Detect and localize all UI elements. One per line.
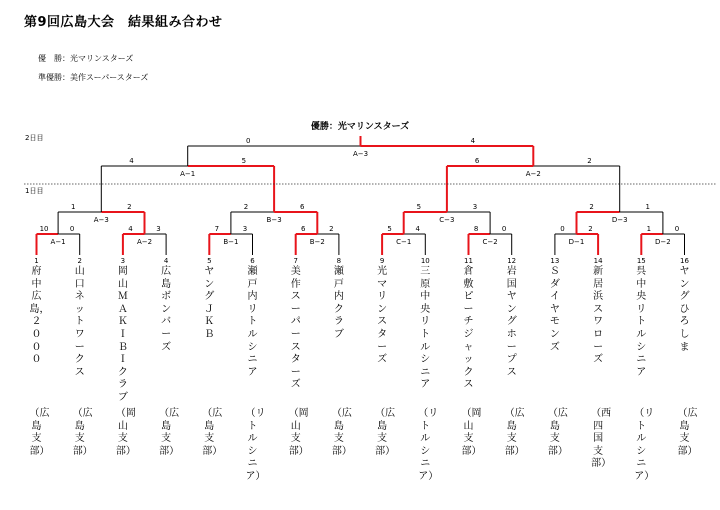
team-number: 16 [680, 257, 689, 265]
team-branch: （岡山支部） [288, 408, 309, 457]
r1-0-match-label: A−1 [50, 238, 66, 246]
team-branch: （岡山支部） [115, 408, 136, 457]
team-name: 府中広島，２０００ [29, 266, 50, 366]
r2-2-right-score: 3 [472, 203, 478, 211]
r2-0-left-score: 1 [70, 203, 76, 211]
sf-0-left-score: 4 [129, 157, 134, 165]
r2-3-match-label: D−3 [611, 216, 628, 224]
day2-label: 2日目 [25, 134, 44, 142]
r1-1-right-score: 3 [156, 225, 161, 233]
day1-label: 1日目 [25, 187, 44, 195]
team-name: 三原中央リトルシニア [420, 266, 431, 391]
team-name: Ｓダイヤモンズ [549, 266, 560, 353]
team-entry [73, 257, 87, 379]
team-branch: （リトルシニア） [245, 408, 266, 482]
r1-4-right-score: 4 [415, 225, 420, 233]
team-entry [505, 257, 519, 379]
r1-3-left-score: 6 [301, 225, 306, 233]
team-number: 9 [379, 257, 385, 265]
team-branch: （広島支部） [72, 408, 93, 457]
team-entry [375, 257, 389, 367]
team-branch: （広島支部） [202, 408, 223, 457]
runner-up-line: 準優勝：美作スーパースターズ [38, 73, 149, 82]
team-name: 新居浜スワローズ [593, 266, 604, 366]
team-branch: （広島支部） [159, 408, 180, 457]
r2-1-right-score: 6 [299, 203, 305, 211]
team-branch: （リトルシニア） [418, 408, 439, 482]
team-name: ヤングＪＫＢ [204, 266, 215, 340]
team-entry [548, 257, 562, 354]
r1-0-right-score: 0 [69, 225, 75, 233]
r1-2-match-label: B−1 [223, 238, 239, 246]
team-entry [418, 257, 432, 392]
r1-5-right-score: 0 [501, 225, 507, 233]
r1-2-right-score: 3 [242, 225, 248, 233]
team-name: 光マリンスターズ [377, 266, 388, 366]
team-entry [591, 257, 605, 367]
page-title: 第9回広島大会 結果組み合わせ [24, 15, 223, 30]
team-name: 広島ボンバーズ [161, 266, 172, 353]
r1-4-left-score: 5 [387, 225, 392, 233]
team-branch: （広島支部） [547, 408, 568, 457]
r2-2-left-score: 5 [416, 203, 422, 211]
team-entry [678, 257, 692, 354]
r1-5-match-label: C−2 [482, 238, 498, 246]
r1-7-left-score: 1 [646, 225, 652, 233]
team-branch: （広島支部） [375, 408, 396, 457]
team-number: 13 [550, 257, 560, 265]
team-entry [332, 257, 346, 342]
team-name: 瀬戸内リトルシニア [247, 266, 258, 378]
team-entry [462, 257, 476, 392]
team-number: 5 [207, 257, 212, 265]
r1-3-right-score: 2 [329, 225, 334, 233]
team-entry [29, 257, 50, 367]
team-branch: （岡山支部） [461, 408, 482, 457]
r1-5-left-score: 8 [473, 225, 479, 233]
final-right-score: 4 [470, 137, 476, 145]
team-name: 山口ネットワークス [74, 266, 85, 378]
r1-1-match-label: A−2 [136, 238, 153, 246]
sf-1-match-label: A−2 [525, 170, 541, 178]
team-name: ヤングひろしま [679, 266, 690, 353]
team-branch: （広島支部） [29, 408, 50, 457]
team-branch: （広島支部） [677, 408, 698, 457]
r2-0-match-label: A−3 [93, 216, 109, 224]
team-name: 岡山ＭＡＫＩＢＩクラブ [117, 266, 128, 403]
team-entry [289, 257, 303, 392]
team-number: 1 [34, 257, 39, 265]
r1-7-match-label: D−2 [655, 238, 671, 246]
r1-6-match-label: D−1 [568, 238, 585, 246]
r1-0-left-score: 10 [39, 225, 49, 233]
r1-6-right-score: 2 [588, 225, 593, 233]
r1-2-left-score: 7 [214, 225, 220, 233]
team-number: 12 [507, 257, 517, 265]
team-entry [159, 257, 173, 354]
champion-label: 優勝：光マリンスターズ [310, 122, 410, 132]
team-entry [246, 257, 260, 379]
r2-1-match-label: B−3 [266, 216, 282, 224]
team-name: 岩国ヤングホープス [506, 266, 517, 378]
r2-3-right-score: 1 [645, 203, 651, 211]
team-number: 6 [250, 257, 255, 265]
r2-1-left-score: 2 [243, 203, 249, 211]
r2-2-match-label: C−3 [439, 216, 455, 224]
team-number: 15 [636, 257, 646, 265]
r1-6-left-score: 0 [560, 225, 565, 233]
final-match-label: A−3 [352, 150, 369, 158]
team-number: 14 [593, 257, 603, 265]
team-name: 呉中央リトルシニア [636, 266, 647, 378]
sf-1-left-score: 6 [474, 157, 480, 165]
team-branch: （広島支部） [331, 408, 352, 457]
team-entry [116, 257, 130, 405]
r2-3-left-score: 2 [589, 203, 594, 211]
team-branch: （西四国支部） [591, 408, 612, 469]
sf-0-match-label: A−1 [180, 170, 196, 178]
team-branch: （広島支部） [504, 408, 525, 457]
team-branch: （リトルシニア） [634, 408, 655, 482]
r1-3-match-label: B−2 [309, 238, 325, 246]
team-number: 10 [420, 257, 430, 265]
r1-4-match-label: C−1 [396, 238, 412, 246]
sf-1-right-score: 2 [587, 157, 592, 165]
winner-line: 優 勝：光マリンスターズ [38, 54, 134, 63]
team-name: 瀬戸内クラブ [333, 266, 344, 340]
team-number: 7 [293, 257, 298, 265]
sf-0-right-score: 5 [241, 157, 247, 165]
team-number: 11 [464, 257, 473, 265]
r1-1-left-score: 4 [128, 225, 133, 233]
team-number: 3 [120, 257, 126, 265]
final-left-score: 0 [245, 137, 251, 145]
team-number: 8 [336, 257, 342, 265]
team-number: 2 [77, 257, 82, 265]
team-entry [634, 257, 648, 379]
r1-7-right-score: 0 [674, 225, 680, 233]
r2-0-right-score: 2 [127, 203, 132, 211]
team-name: 倉敷ピーチジャックス [463, 266, 474, 391]
team-name: 美作スーパースターズ [290, 266, 301, 391]
team-number: 4 [163, 257, 169, 265]
team-entry [202, 257, 216, 342]
